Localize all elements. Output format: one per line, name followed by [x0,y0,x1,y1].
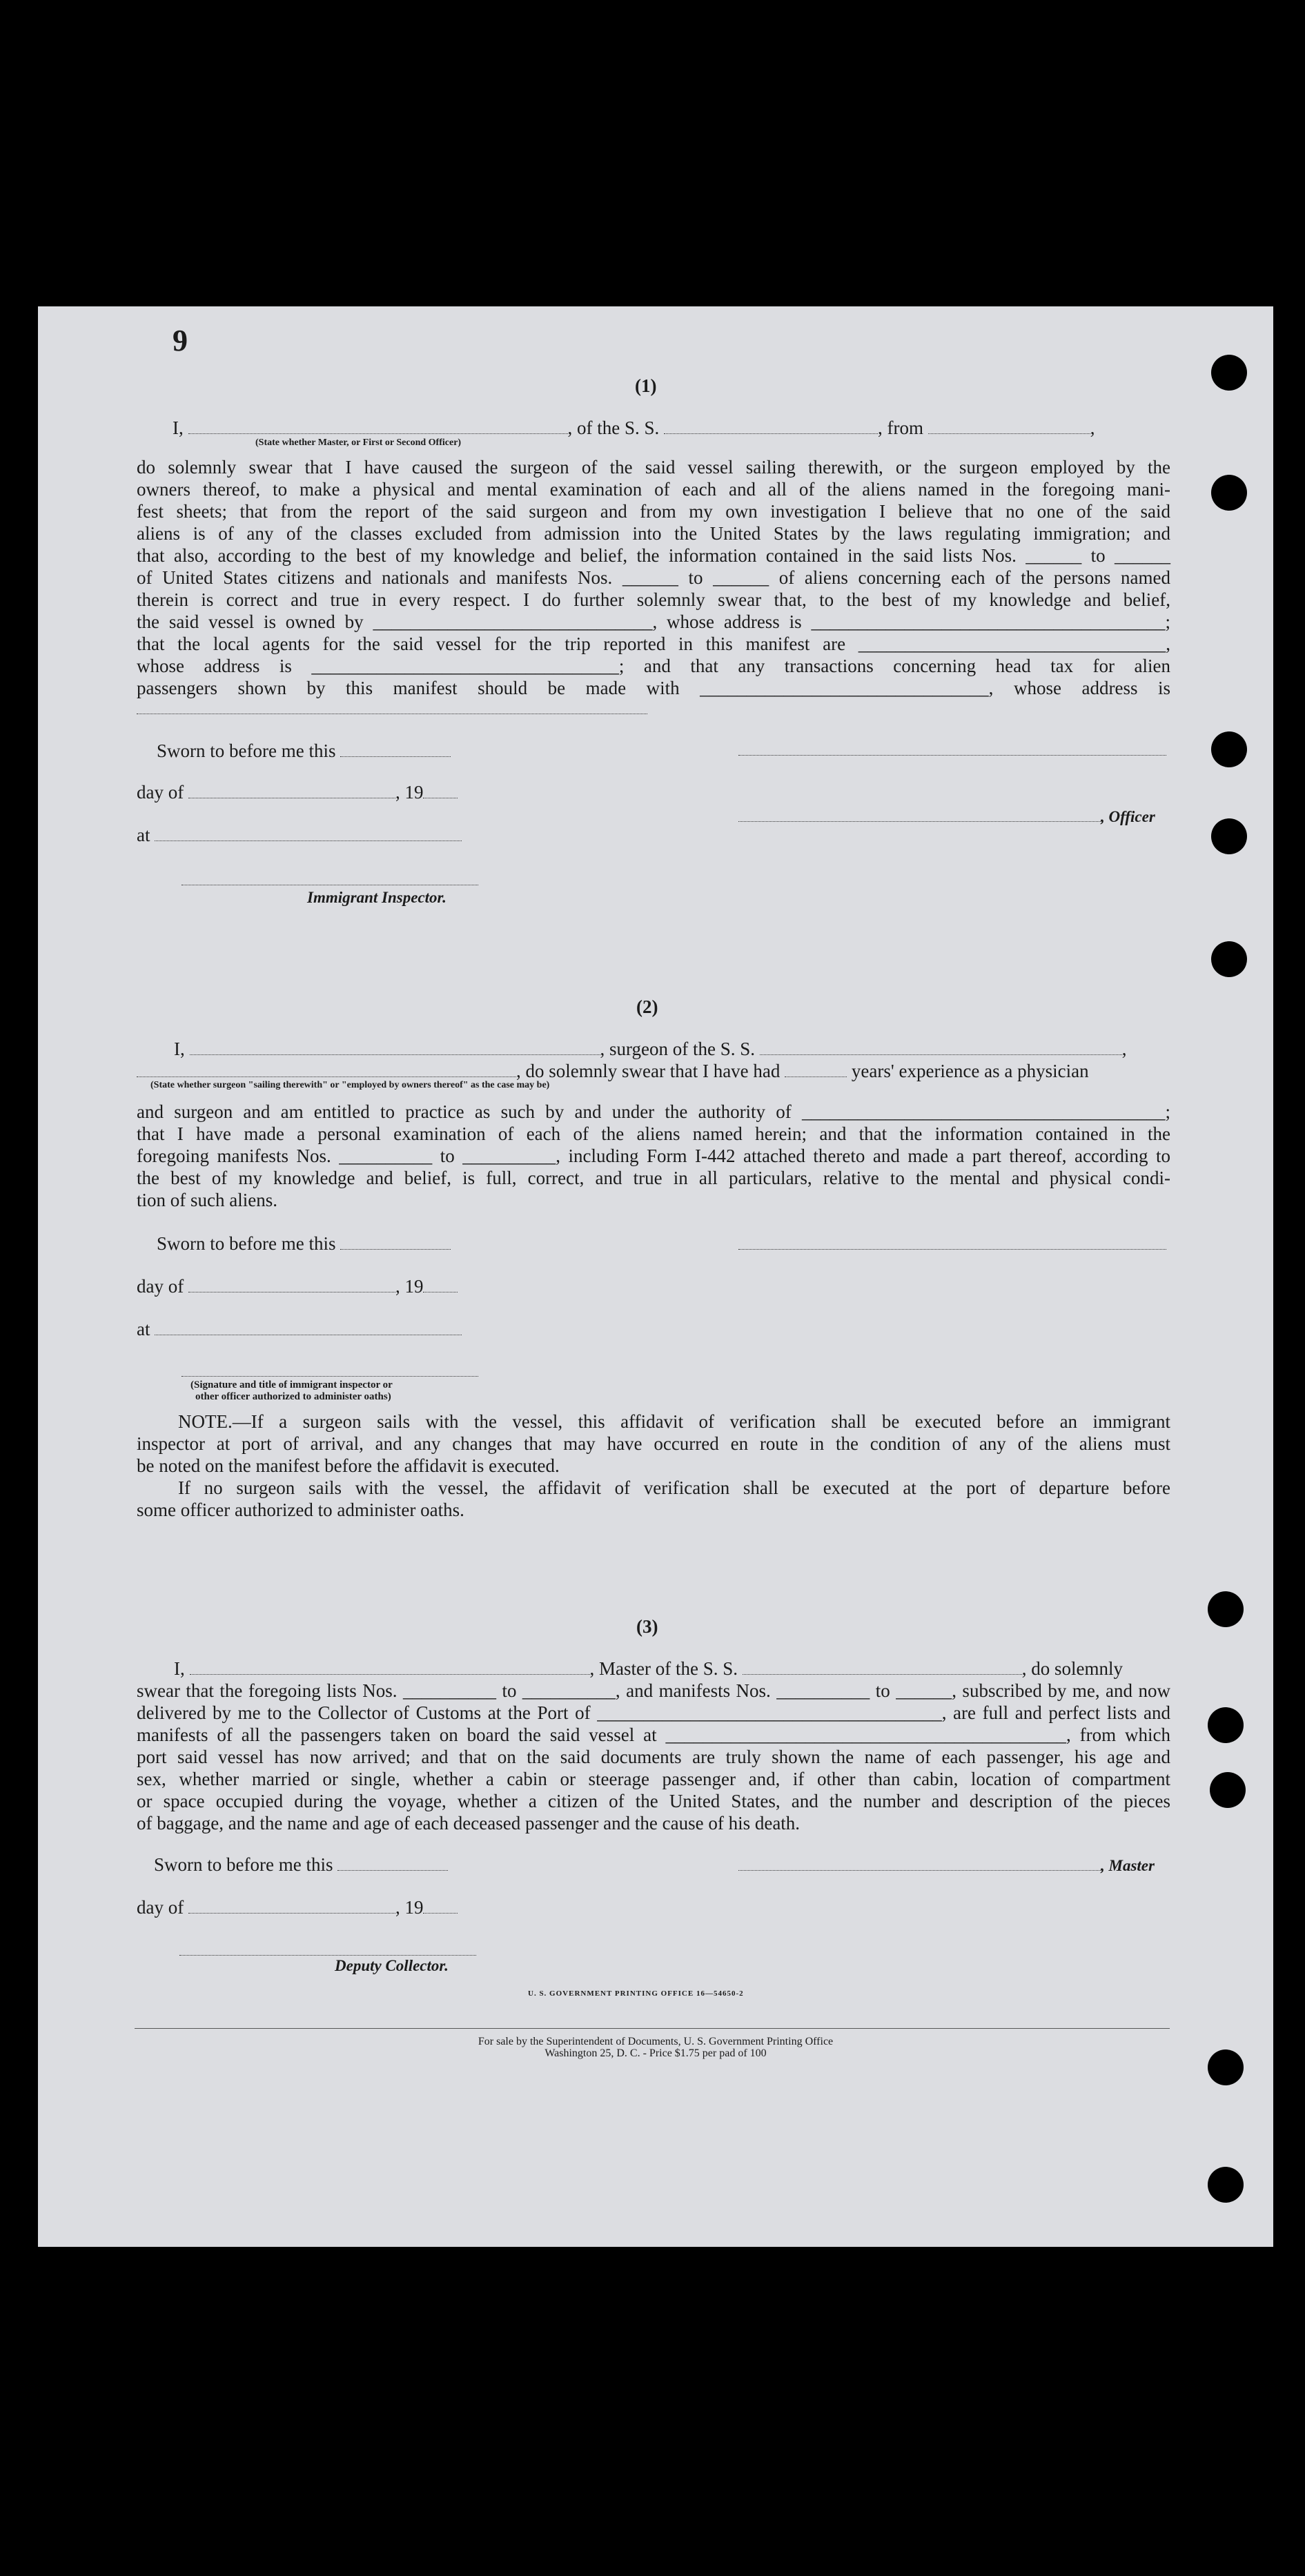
pronoun-label: I, [174,1039,185,1059]
day-of-label: day of [137,1897,184,1918]
body-line: passengers shown by this manifest should be made with _______________________________, whose address is [137,678,1170,698]
surgeon-note: (State whether surgeon "sailing therewith" or "employed by owners thereof" as the case may be) [150,1080,550,1090]
departure-port-field[interactable] [928,418,1090,434]
punch-hole [1208,2049,1244,2085]
vessel-name-field[interactable] [743,1659,1022,1675]
officer-signature-top-line[interactable] [738,755,1166,756]
year-label: , 19 [395,1897,424,1918]
note-line: some officer authorized to administer oaths. [137,1500,464,1520]
punch-hole [1211,355,1247,391]
body-line: or space occupied during the voyage, whether a citizen of the United States, and the number and description of the pieces [137,1791,1170,1811]
printing-office-line: U. S. GOVERNMENT PRINTING OFFICE 16—54650-2 [528,1989,744,1998]
body-line: the said vessel is owned by ______________________________, whose address is ______________________________________; [137,611,1170,632]
body-line: foregoing manifests Nos. __________ to __________, including Form I-442 attached thereto and made a part thereof, according to [137,1146,1170,1166]
years-label: years' experience as a physician [851,1061,1089,1081]
note-line: NOTE.—If a surgeon sails with the vessel, this affidavit of verification shall be executed before an immigrant [178,1411,1170,1432]
collector-signature-line[interactable] [179,1955,476,1956]
punch-hole [1211,731,1247,767]
line-end-comma: , [1121,1039,1127,1059]
day-line [137,781,458,803]
footer-price-line: Washington 25, D. C. - Price $1.75 per pad of 100 [544,2047,767,2059]
punch-hole [1208,1591,1244,1627]
body-line: port said vessel has now arrived; and that on the said documents are truly shown the name of each passenger, his age and [137,1747,1170,1767]
section-2-body [137,1101,1170,1211]
section-3-number: (3) [636,1616,658,1637]
note-line: If no surgeon sails with the vessel, the affidavit of verification shall be executed at the port of departure before [178,1477,1170,1498]
day-of-label: day of [137,782,184,803]
master-signature-field[interactable] [738,1855,1101,1871]
pronoun-label: I, [174,1658,185,1679]
sworn-label: Sworn to before me this [157,1233,336,1254]
sworn-date-field[interactable] [337,1855,448,1871]
inspector-signature-line[interactable] [181,1376,478,1377]
body-line: manifests of all the passengers taken on board the said vessel at ___________________________________________, from which [137,1724,1170,1745]
body-line: delivered by me to the Collector of Customs at the Port of _____________________________________, are full and perfect lists and [137,1702,1170,1723]
vessel-name-field[interactable] [760,1039,1122,1055]
footer-sale-line: For sale by the Superintendent of Documents, U. S. Government Printing Office [478,2036,834,2047]
day-line [137,1275,458,1297]
punch-hole [1211,941,1247,977]
master-signature-line [738,1854,1155,1877]
do-solemnly-label: , do solemnly [1021,1658,1123,1679]
at-line [137,1318,462,1340]
punch-hole [1211,475,1247,511]
surgeon-signature-line[interactable] [738,1249,1166,1250]
officer-signature-line [738,805,1155,828]
body-line: the best of my knowledge and belief, is full, correct, and true in all particulars, relative to the mental and physical condi- [137,1168,1170,1188]
body-line: swear that the foregoing lists Nos. __________ to __________, and manifests Nos. __________ to ______, subscribed by me, and now [137,1680,1170,1701]
note-line: be noted on the manifest before the affidavit is executed. [137,1455,560,1476]
year-field[interactable] [423,1898,458,1914]
year-field[interactable] [423,1277,458,1292]
body-line: that I have made a personal examination of each of the aliens named herein; and that the information contained in the [137,1123,1170,1144]
body-line: of baggage, and the name and age of each deceased passenger and the cause of his death. [137,1813,801,1833]
punch-hole [1210,1772,1246,1808]
signature-note: (Signature and title of immigrant inspector or [190,1379,393,1390]
month-field[interactable] [188,1277,395,1292]
sworn-label: Sworn to before me this [157,740,336,761]
corner-mark: 9 [173,324,188,357]
sworn-date-field[interactable] [340,1234,451,1250]
punch-hole [1208,1707,1244,1743]
sworn-line [157,1232,451,1255]
year-label: , 19 [395,1276,424,1297]
collector-label: Deputy Collector. [335,1957,449,1974]
body-line: that also, according to the best of my knowledge and belief, the information contained in the said lists Nos. ______ to ______ [137,545,1170,566]
at-label: at [137,825,150,845]
section-2-first-line [174,1038,1127,1060]
sworn-label: Sworn to before me this [154,1854,333,1875]
body-line: of United States citizens and nationals and manifests Nos. ______ to ______ of aliens concerning each of the persons named [137,567,1170,588]
place-field[interactable] [155,1319,462,1335]
body-line: that the local agents for the said vessel for the trip reported in this manifest are _________________________________, [137,633,1170,654]
footer-rule [135,2028,1170,2029]
years-field[interactable] [785,1061,847,1077]
body-line: owners thereof, to make a physical and mental examination of each and all of the aliens named in the foregoing mani- [137,479,1170,500]
body-line: do solemnly swear that I have caused the surgeon of the said vessel sailing therewith, or the surgeon employed by the [137,457,1170,478]
body-line: therein is correct and true in every respect. I do further solemnly swear that, to the best of my knowledge and belief, [137,589,1170,610]
day-of-label: day of [137,1276,184,1297]
inspector-label: Immigrant Inspector. [307,889,447,906]
punch-hole [1208,2167,1244,2203]
signature-note: other officer authorized to administer oaths) [195,1391,391,1402]
body-line: sex, whether married or single, whether a cabin or steerage passenger and, if other than cabin, location of compartment [137,1769,1170,1789]
sworn-date-field[interactable] [340,741,451,757]
officer-signature-field[interactable] [738,806,1101,822]
officer-name-field[interactable] [188,418,568,434]
vessel-name-field[interactable] [664,418,878,434]
section-2-second-line [137,1060,1089,1082]
line-end-comma: , [1090,417,1095,438]
note-line: inspector at port of arrival, and any changes that may have occurred en route in the condition of any of the aliens must [137,1433,1170,1454]
section-2-note [137,1410,1170,1521]
year-field[interactable] [423,783,458,798]
day-line [137,1896,458,1918]
month-field[interactable] [188,1898,395,1914]
sworn-line [157,740,451,762]
section-1-number: (1) [635,375,657,396]
body-line: tion of such aliens. [137,1190,277,1210]
at-line [137,824,462,846]
pronoun-label: I, [173,417,184,438]
of-ss-label: , of the S. S. [567,417,660,438]
section-1-first-line [173,417,1095,439]
surgeon-status-field[interactable] [137,1061,516,1077]
manifest-form-page [38,306,1273,2247]
master-name-field[interactable] [190,1659,590,1675]
body-line: whose address is _________________________________; and that any transactions concerning head tax for alien [137,656,1170,676]
punch-hole [1211,818,1247,854]
master-label: , Master [1101,1857,1155,1874]
section-3-body [137,1680,1170,1834]
year-label: , 19 [395,782,424,803]
month-field[interactable] [188,783,395,798]
section-1-body [137,456,1170,699]
sworn-line [154,1854,448,1876]
section-2-number: (2) [636,996,658,1017]
surgeon-of-label: , surgeon of the S. S. [600,1039,756,1059]
officer-label: , Officer [1101,808,1155,825]
at-label: at [137,1319,150,1339]
body-line: fest sheets; that from the report of the said surgeon and from my own investigation I believe that no one of the said [137,501,1170,522]
place-field[interactable] [155,825,462,841]
body-line: aliens is of any of the classes excluded from admission into the United States by the laws regulating immigration; and [137,523,1170,544]
officer-note: (State whether Master, or First or Second Officer) [255,437,462,448]
swear-label: , do solemnly swear that I have had [516,1061,781,1081]
body-line: and surgeon and am entitled to practice as such by and under the authority of _______________________________________; [137,1101,1170,1122]
from-label: , from [878,417,923,438]
surgeon-name-field[interactable] [190,1039,600,1055]
section-3-first-line [174,1658,1123,1680]
master-of-label: , Master of the S. S. [589,1658,738,1679]
